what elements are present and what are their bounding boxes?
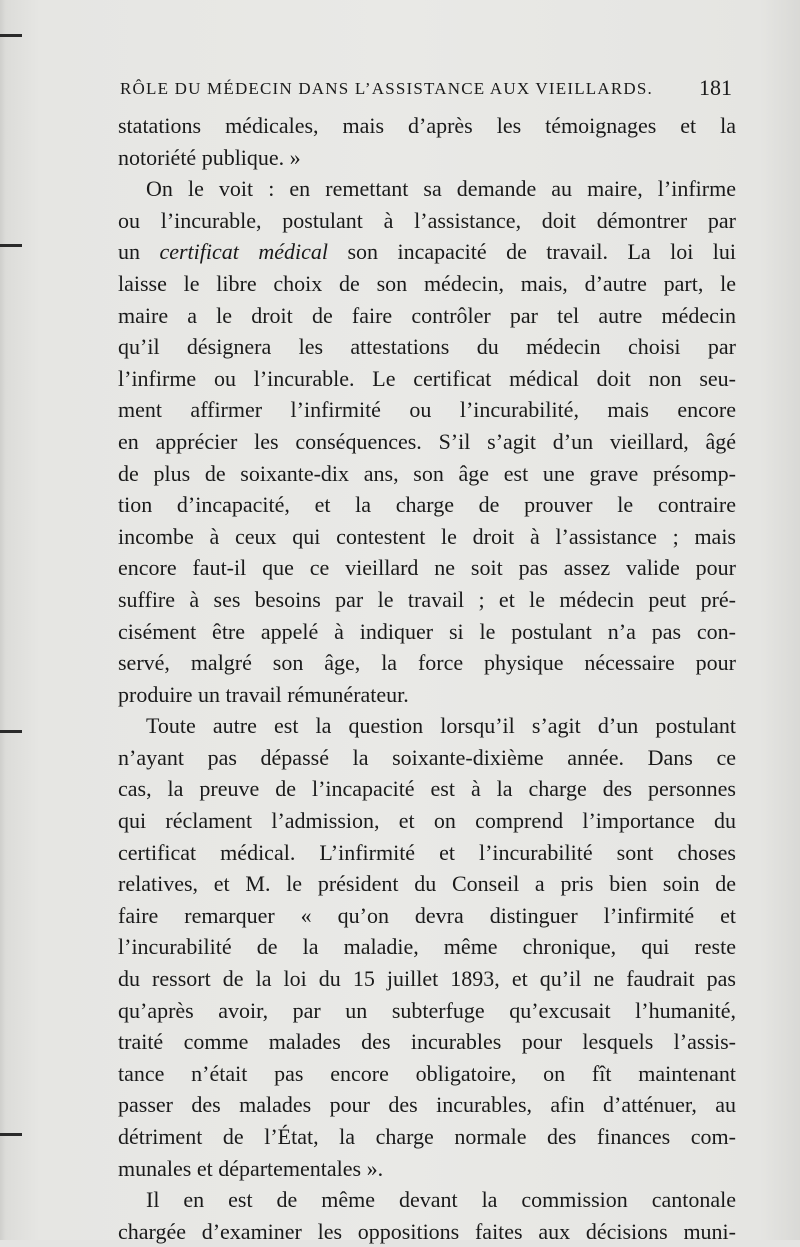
text-line: l’incurabilité de la maladie, même chronique, qui reste (118, 934, 736, 960)
text-line: passer des malades pour des incurables, afin d’atténuer, au (118, 1092, 736, 1118)
text-segment: un (118, 239, 140, 265)
text-line: l’infirme ou l’incurable. Le certificat médical doit non seu- (118, 365, 736, 391)
text-line: tion d’incapacité, et la charge de prouver le contraire (118, 492, 736, 518)
text-line: maire a le droit de faire contrôler par tel autre médecin (118, 302, 736, 328)
text-line: suffire à ses besoins par le travail ; et le médecin peut pré- (118, 586, 736, 612)
italic-term: certificat médical (159, 239, 328, 265)
text-line: relatives, et M. le président du Conseil a pris bien soin de (118, 871, 736, 897)
text-segment: son incapacité de travail. La loi lui (347, 239, 737, 265)
text-line: On le voit : en remettant sa demande au maire, l’infirme (146, 176, 736, 202)
binding-mark (0, 1133, 22, 1136)
body-text (118, 110, 736, 1247)
text-line (118, 236, 736, 268)
text-line: du ressort de la loi du 15 juillet 1893, et qu’il ne faudrait pas (118, 966, 736, 992)
text-line: servé, malgré son âge, la force physique nécessaire pour (118, 650, 736, 676)
text-line: notoriété publique. » (118, 144, 301, 170)
page-number: 181 (699, 75, 732, 100)
binding-mark (0, 34, 22, 37)
text-line: ment affirmer l’infirmité ou l’incurabilité, mais encore (118, 397, 736, 423)
text-line: détriment de l’État, la charge normale des finances com- (118, 1124, 736, 1149)
text-line: qu’après avoir, par un subterfuge qu’excusait l’humanité, (118, 997, 736, 1023)
text-line: Il en est de même devant la commission cantonale (146, 1187, 736, 1213)
binding-mark (0, 244, 22, 247)
text-line: tance n’était pas encore obligatoire, on fît maintenant (118, 1060, 736, 1086)
text-line: faire remarquer « qu’on devra distinguer l’infirmité et (118, 902, 736, 928)
text-line: cisément être appelé à indiquer si le postulant n’a pas con- (118, 618, 736, 644)
text-line: qui réclament l’admission, et on comprend l’importance du (118, 808, 736, 834)
text-line: en apprécier les conséquences. S’il s’agit d’un vieillard, âgé (118, 428, 736, 454)
text-line: ou l’incurable, postulant à l’assistance, doit démontrer par (118, 207, 736, 233)
text-line: n’ayant pas dépassé la soixante-dixième année. Dans ce (118, 744, 736, 770)
text-line: Toute autre est la question lorsqu’il s’agit d’un postulant (146, 713, 736, 739)
running-header (120, 75, 740, 105)
text-line: qu’il désignera les attestations du médecin choisi par (118, 334, 736, 360)
text-line: encore faut-il que ce vieillard ne soit pas assez valide pour (118, 555, 736, 581)
text-line: de plus de soixante-dix ans, son âge est une grave présomp- (118, 460, 736, 486)
text-line: chargée d’examiner les oppositions faites aux décisions muni- (118, 1218, 736, 1244)
text-line: incombe à ceux qui contestent le droit à l’assistance ; mais (118, 523, 736, 549)
text-line: munales et départementales ». (118, 1155, 384, 1181)
text-line: produire un travail rémunérateur. (118, 681, 409, 707)
text-line: statations médicales, mais d’après les témoignages et la (118, 113, 736, 138)
text-line: cas, la preuve de l’incapacité est à la charge des personnes (118, 776, 736, 802)
text-line: traité comme malades des incurables pour lesquels l’assis- (118, 1029, 736, 1055)
binding-mark (0, 730, 22, 733)
text-line: certificat médical. L’infirmité et l’incurabilité sont choses (118, 839, 736, 865)
text-line: laisse le libre choix de son médecin, mais, d’autre part, le (118, 270, 736, 296)
running-title: RÔLE DU MÉDECIN DANS L’ASSISTANCE AUX VIEILLARDS. (120, 79, 653, 98)
